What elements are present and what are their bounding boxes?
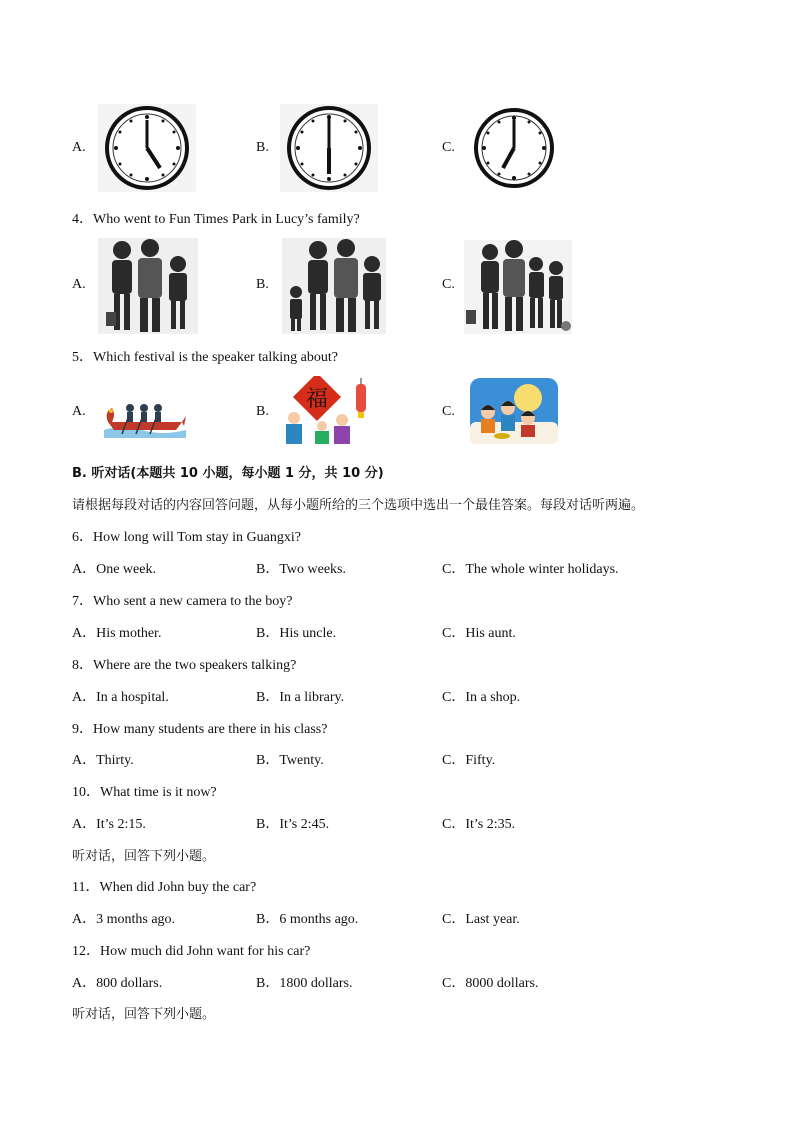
question-9: 9．How many students are there in his class? — [72, 722, 328, 737]
family-four-icon — [282, 238, 386, 334]
q12-option-b: B．1800 dollars. — [256, 976, 353, 991]
clock-option-a-label: A. — [72, 140, 86, 155]
q4-option-c-label: C. — [442, 277, 455, 292]
question-4: 4．Who went to Fun Times Park in Lucy’s family? — [72, 212, 360, 227]
dragon-boat-icon — [102, 386, 188, 442]
clock-option-b-label: B. — [256, 140, 269, 155]
q5-option-b-label: B. — [256, 404, 269, 419]
q4-option-a-label: A. — [72, 277, 86, 292]
family-three-icon — [98, 238, 198, 334]
q10-option-c: C．It’s 2:35. — [442, 817, 516, 832]
q8-option-a: A．In a hospital. — [72, 690, 169, 705]
q9-option-c: C．Fifty. — [442, 753, 496, 768]
q5-option-a-label: A. — [72, 404, 86, 419]
q7-option-c: C．His aunt. — [442, 626, 516, 641]
clock-option-c-label: C. — [442, 140, 455, 155]
question-5: 5．Which festival is the speaker talking about? — [72, 350, 338, 365]
q7-option-b: B．His uncle. — [256, 626, 337, 641]
q11-option-c: C．Last year. — [442, 912, 520, 927]
q6-option-a: A．One week. — [72, 562, 156, 577]
q12-option-a: A．800 dollars. — [72, 976, 163, 991]
q12-option-c: C．8000 dollars. — [442, 976, 539, 991]
question-6: 6．How long will Tom stay in Guangxi? — [72, 530, 301, 545]
question-11: 11．When did John buy the car? — [72, 880, 257, 895]
mid-autumn-icon — [470, 378, 558, 444]
listen-note-2: 听对话，回答下列小题。 — [72, 1007, 216, 1022]
q9-option-a: A．Thirty. — [72, 753, 134, 768]
clock-seven-icon — [472, 106, 556, 190]
question-12: 12．How much did John want for his car? — [72, 944, 311, 959]
q5-option-c-label: C. — [442, 404, 455, 419]
question-7: 7．Who sent a new camera to the boy? — [72, 594, 293, 609]
clock-six-icon — [280, 104, 378, 192]
q11-option-a: A．3 months ago. — [72, 912, 176, 927]
fu-character: 福 — [305, 387, 329, 412]
q9-option-b: B．Twenty. — [256, 753, 324, 768]
listen-note-1: 听对话，回答下列小题。 — [72, 849, 216, 864]
spring-festival-icon — [280, 376, 370, 446]
family-five-icon — [464, 240, 572, 334]
question-10: 10．What time is it now? — [72, 785, 217, 800]
q6-option-b: B．Two weeks. — [256, 562, 347, 577]
section-b-instruction: 请根据每段对话的内容回答问题，从每小题所给的三个选项中选出一个最佳答案。每段对话听两遍。 — [72, 498, 645, 513]
q11-option-b: B．6 months ago. — [256, 912, 359, 927]
question-8: 8．Where are the two speakers talking? — [72, 658, 297, 673]
q8-option-b: B．In a library. — [256, 690, 345, 705]
q7-option-a: A．His mother. — [72, 626, 162, 641]
q10-option-b: B．It’s 2:45. — [256, 817, 330, 832]
section-b-heading: B. 听对话(本题共 10 小题，每小题 1 分，共 10 分) — [72, 466, 384, 481]
q10-option-a: A．It’s 2:15. — [72, 817, 146, 832]
q6-option-c: C．The whole winter holidays. — [442, 562, 619, 577]
clock-five-icon — [98, 104, 196, 192]
q8-option-c: C．In a shop. — [442, 690, 521, 705]
q4-option-b-label: B. — [256, 277, 269, 292]
